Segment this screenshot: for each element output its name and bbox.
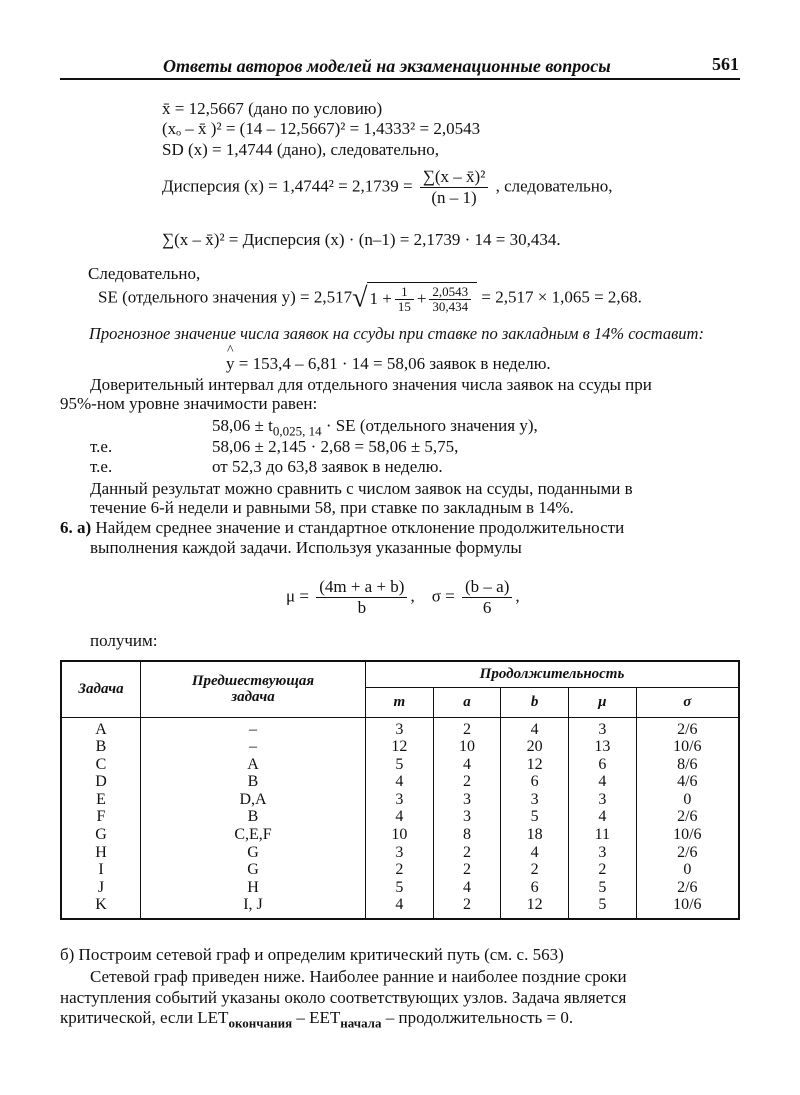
ie-label-1: т.е. bbox=[90, 437, 113, 456]
se-f1-num: 1 bbox=[395, 285, 414, 300]
cell-mu: 6 bbox=[569, 756, 637, 774]
se-right: = 2,517 × 1,065 = 2,68. bbox=[481, 287, 642, 307]
subcol-header: m bbox=[366, 687, 434, 717]
sum-squares-line: ∑(x – x̄)² = Дисперсия (x) · (n–1) = 2,1739 · 14 = 30,434. bbox=[162, 230, 561, 249]
cell-m: 5 bbox=[366, 879, 434, 897]
cell-a: 2 bbox=[433, 773, 501, 791]
cell-mu: 4 bbox=[569, 808, 637, 826]
subcol-header: σ bbox=[636, 687, 739, 717]
col-prev-label: Предшествующая задача bbox=[191, 672, 315, 706]
table-row bbox=[61, 896, 739, 919]
cell-sigma: 2/6 bbox=[636, 808, 739, 826]
col-prev-header bbox=[141, 661, 366, 717]
se-fraction-2 bbox=[429, 285, 471, 315]
interval-line-1: Доверительный интервал для отдельного значения числа заявок на ссуды при bbox=[90, 375, 652, 394]
cell-task: G bbox=[61, 826, 141, 844]
cell-task: C bbox=[61, 756, 141, 774]
subcol-header: a bbox=[433, 687, 501, 717]
cell-task: F bbox=[61, 808, 141, 826]
cell-sigma: 10/6 bbox=[636, 738, 739, 756]
se-one: 1 + bbox=[369, 289, 392, 309]
part-b-line-2: наступления событий указаны около соответствующих узлов. Задача является bbox=[60, 988, 627, 1007]
cell-m: 2 bbox=[366, 861, 434, 879]
interval-formula-a: 58,06 ± t bbox=[212, 416, 273, 435]
cell-b: 20 bbox=[501, 738, 569, 756]
cell-prev: I, J bbox=[141, 896, 366, 919]
cell-m: 5 bbox=[366, 756, 434, 774]
section-6-line-1: Найдем среднее значение и стандартное отклонение продолжительности bbox=[91, 518, 625, 537]
sigma-left: σ = bbox=[431, 586, 455, 606]
variance-right: , следовательно, bbox=[495, 176, 613, 196]
se-f2-den: 30,434 bbox=[432, 299, 469, 315]
cell-prev: D,A bbox=[141, 791, 366, 809]
subcol-header: b bbox=[501, 687, 569, 717]
comparison-line-1: Данный результат можно сравнить с числом заявок на ссуды, поданными в bbox=[90, 479, 633, 498]
part-b-line-3-a: критической, если LET bbox=[60, 1008, 229, 1027]
cell-a: 3 bbox=[433, 791, 501, 809]
table-row bbox=[61, 879, 739, 897]
cell-m: 3 bbox=[366, 717, 434, 738]
mu-left: μ = bbox=[286, 586, 309, 606]
mu-fraction bbox=[316, 578, 407, 617]
se-left: SE (отдельного значения y) = 2,517 bbox=[98, 287, 353, 307]
cell-sigma: 0 bbox=[636, 861, 739, 879]
cell-a: 4 bbox=[433, 756, 501, 774]
cell-m: 3 bbox=[366, 791, 434, 809]
sigma-numerator: (b – a) bbox=[462, 578, 512, 598]
cell-mu: 11 bbox=[569, 826, 637, 844]
mu-denominator: b bbox=[357, 597, 367, 617]
result-label: получим: bbox=[90, 631, 158, 650]
cell-mu: 3 bbox=[569, 791, 637, 809]
cell-m: 4 bbox=[366, 896, 434, 919]
ie-label-2: т.е. bbox=[90, 457, 113, 476]
subcol-header: μ bbox=[569, 687, 637, 717]
cell-a: 10 bbox=[433, 738, 501, 756]
cell-a: 4 bbox=[433, 879, 501, 897]
cell-b: 12 bbox=[501, 756, 569, 774]
cell-a: 2 bbox=[433, 844, 501, 862]
cell-task: K bbox=[61, 896, 141, 919]
cell-prev: – bbox=[141, 717, 366, 738]
table-row bbox=[61, 717, 739, 738]
se-fraction-1 bbox=[395, 285, 414, 315]
col-task-header: Задача bbox=[61, 661, 141, 717]
subscript-start: начала bbox=[340, 1015, 382, 1031]
table-row bbox=[61, 756, 739, 774]
cell-mu: 4 bbox=[569, 773, 637, 791]
cell-task: I bbox=[61, 861, 141, 879]
mu-numerator: (4m + a + b) bbox=[316, 578, 407, 598]
se-plus: + bbox=[416, 289, 427, 309]
forecast-equation bbox=[226, 354, 551, 374]
therefore-label: Следовательно, bbox=[88, 264, 201, 283]
section-6-line-2: выполнения каждой задачи. Используя указанные формулы bbox=[90, 538, 522, 557]
sigma-fraction bbox=[462, 578, 512, 617]
part-b-heading: б) Построим сетевой граф и определим критический путь (см. с. 563) bbox=[60, 945, 564, 964]
cell-task: E bbox=[61, 791, 141, 809]
cell-b: 4 bbox=[501, 844, 569, 862]
cell-prev: H bbox=[141, 879, 366, 897]
sigma-denominator: 6 bbox=[482, 597, 492, 617]
cell-m: 4 bbox=[366, 808, 434, 826]
header-rule bbox=[60, 78, 740, 80]
cell-task: B bbox=[61, 738, 141, 756]
cell-sigma: 4/6 bbox=[636, 773, 739, 791]
cell-b: 6 bbox=[501, 773, 569, 791]
se-equation bbox=[98, 282, 642, 315]
cell-m: 3 bbox=[366, 844, 434, 862]
cell-sigma: 10/6 bbox=[636, 896, 739, 919]
interval-formula bbox=[212, 416, 538, 439]
cell-b: 18 bbox=[501, 826, 569, 844]
part-b-line-3-c: – продолжительность = 0. bbox=[381, 1008, 574, 1027]
running-header-title: Ответы авторов моделей на экзаменационные вопросы bbox=[163, 56, 611, 76]
mu-separator: , bbox=[410, 586, 415, 606]
variance-fraction bbox=[420, 168, 489, 207]
cell-task: D bbox=[61, 773, 141, 791]
section-number: 6. bbox=[60, 518, 73, 537]
variance-equation bbox=[162, 168, 613, 207]
cell-b: 5 bbox=[501, 808, 569, 826]
y-hat-symbol: ^ y bbox=[226, 354, 235, 374]
page-number: 561 bbox=[712, 54, 739, 74]
cell-mu: 2 bbox=[569, 861, 637, 879]
variance-left: Дисперсия (x) = 1,4744² = 2,1739 = bbox=[162, 176, 413, 196]
cell-b: 6 bbox=[501, 879, 569, 897]
cell-a: 3 bbox=[433, 808, 501, 826]
cell-prev: A bbox=[141, 756, 366, 774]
table-row bbox=[61, 844, 739, 862]
sqrt-icon: √ bbox=[352, 282, 368, 314]
interval-formula-b: · SE (отдельного значения y), bbox=[321, 416, 538, 435]
cell-sigma: 0 bbox=[636, 791, 739, 809]
cell-sigma: 8/6 bbox=[636, 756, 739, 774]
cell-b: 12 bbox=[501, 896, 569, 919]
cell-prev: B bbox=[141, 773, 366, 791]
cell-sigma: 2/6 bbox=[636, 717, 739, 738]
cell-b: 3 bbox=[501, 791, 569, 809]
deviation-line: (xₒ – x̄ )² = (14 – 12,5667)² = 1,4333² = 2,0543 bbox=[162, 119, 481, 138]
cell-b: 4 bbox=[501, 717, 569, 738]
interval-line-2: 95%-ном уровне значимости равен: bbox=[60, 394, 318, 413]
table-row bbox=[61, 773, 739, 791]
formulas-row bbox=[286, 578, 520, 617]
table-row bbox=[61, 826, 739, 844]
sd-line: SD (x) = 1,4744 (дано), следовательно, bbox=[162, 140, 439, 159]
cell-mu: 5 bbox=[569, 879, 637, 897]
cell-mu: 3 bbox=[569, 844, 637, 862]
table-row bbox=[61, 808, 739, 826]
se-f1-den: 15 bbox=[397, 299, 411, 315]
part-b-line-1: Сетевой граф приведен ниже. Наиболее ранние и наиболее поздние сроки bbox=[90, 967, 627, 986]
cell-a: 8 bbox=[433, 826, 501, 844]
cell-m: 12 bbox=[366, 738, 434, 756]
section-6-intro bbox=[60, 518, 624, 538]
variance-denominator: (n – 1) bbox=[431, 187, 477, 207]
ie-value-1: 58,06 ± 2,145 · 2,68 = 58,06 ± 5,75, bbox=[212, 437, 459, 456]
part-a-label: а) bbox=[77, 518, 92, 537]
cell-sigma: 2/6 bbox=[636, 844, 739, 862]
subscript-end: окончания bbox=[228, 1015, 293, 1031]
duration-table bbox=[60, 660, 740, 920]
table-row bbox=[61, 738, 739, 756]
cell-task: A bbox=[61, 717, 141, 738]
table-row bbox=[61, 791, 739, 809]
comparison-line-2: течение 6-й недели и равными 58, при ставке по закладным в 14%. bbox=[90, 498, 574, 517]
cell-m: 10 bbox=[366, 826, 434, 844]
cell-a: 2 bbox=[433, 717, 501, 738]
forecast-rhs: = 153,4 – 6,81 · 14 = 58,06 заявок в неделю. bbox=[234, 354, 551, 373]
cell-sigma: 2/6 bbox=[636, 879, 739, 897]
ie-value-2: от 52,3 до 63,8 заявок в неделю. bbox=[212, 457, 443, 476]
cell-mu: 5 bbox=[569, 896, 637, 919]
cell-prev: G bbox=[141, 861, 366, 879]
sqrt-content bbox=[367, 282, 477, 315]
sigma-end: , bbox=[515, 586, 520, 606]
part-b-line-3-b: – EET bbox=[292, 1008, 341, 1027]
cell-mu: 3 bbox=[569, 717, 637, 738]
cell-m: 4 bbox=[366, 773, 434, 791]
forecast-line: Прогнозное значение числа заявок на ссуды при ставке по закладным в 14% составит: bbox=[89, 324, 704, 343]
cell-task: H bbox=[61, 844, 141, 862]
cell-mu: 13 bbox=[569, 738, 637, 756]
t-subscript: 0,025, 14 bbox=[272, 423, 322, 439]
variance-numerator: ∑(x – x̄)² bbox=[420, 168, 489, 188]
cell-sigma: 10/6 bbox=[636, 826, 739, 844]
cell-prev: G bbox=[141, 844, 366, 862]
part-b-line-3 bbox=[60, 1008, 573, 1031]
se-f2-num: 2,0543 bbox=[429, 285, 471, 300]
cell-a: 2 bbox=[433, 896, 501, 919]
col-duration-header: Продолжительность bbox=[366, 661, 740, 687]
mean-line: x̄ = 12,5667 (дано по условию) bbox=[162, 99, 383, 118]
table-row bbox=[61, 861, 739, 879]
cell-task: J bbox=[61, 879, 141, 897]
cell-prev: B bbox=[141, 808, 366, 826]
cell-prev: C,E,F bbox=[141, 826, 366, 844]
cell-b: 2 bbox=[501, 861, 569, 879]
cell-prev: – bbox=[141, 738, 366, 756]
cell-a: 2 bbox=[433, 861, 501, 879]
